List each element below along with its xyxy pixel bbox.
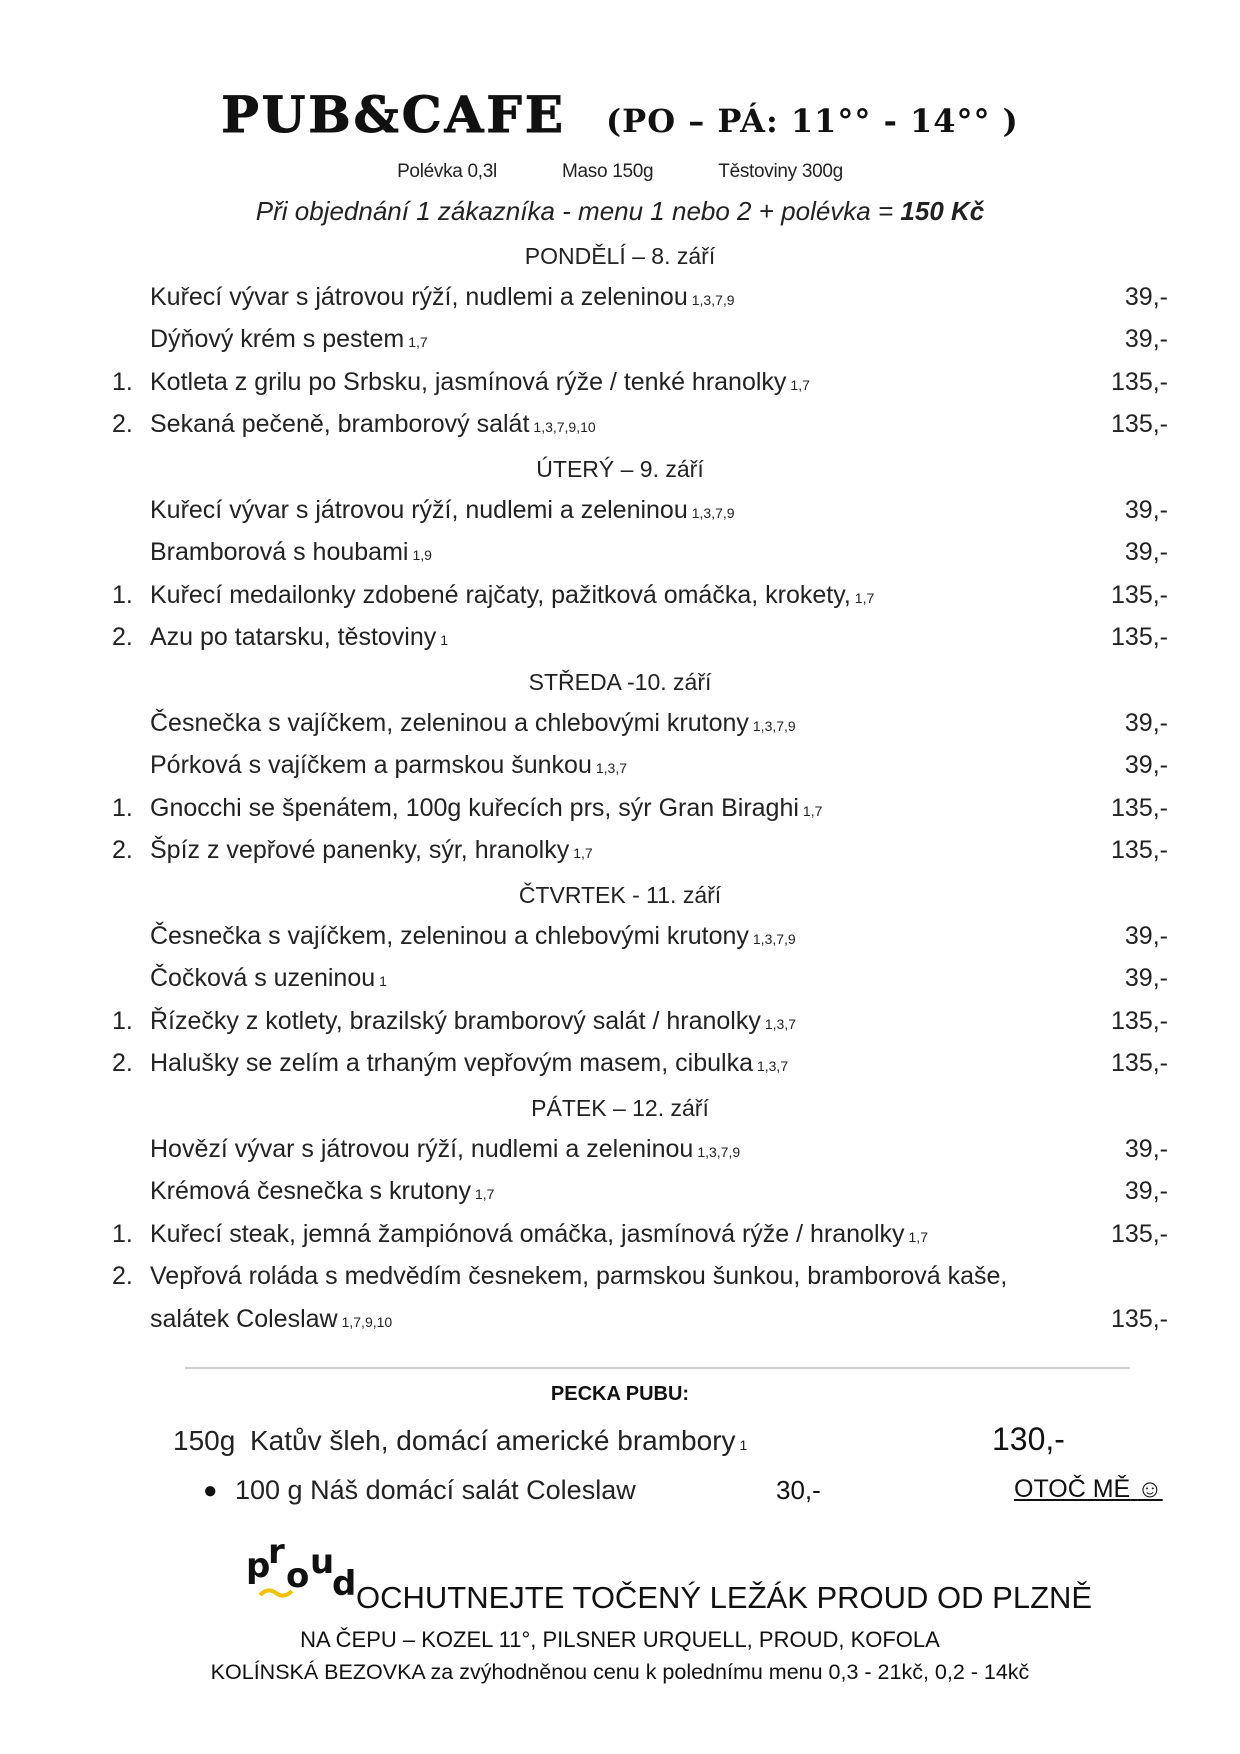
- svg-text:p: p: [246, 1546, 271, 1586]
- menu-number: 1.: [112, 793, 133, 822]
- pasta-portion: Těstoviny 300g: [718, 161, 843, 182]
- dish-line: [150, 794, 822, 823]
- dish-name: salátek Coleslaw: [150, 1305, 338, 1333]
- dish-line: [150, 1220, 928, 1249]
- beer-headline: OCHUTNEJTE TOČENÝ LEŽÁK PROUD OD PLZNĚ: [356, 1580, 1093, 1615]
- dish-line: [150, 581, 874, 610]
- dish-allergens: 1,9: [412, 547, 432, 564]
- side-price: 30,-: [776, 1475, 821, 1505]
- dish-allergens: 1,3,7,9,10: [533, 419, 596, 436]
- dish-name: Česnečka s vajíčkem, zeleninou a chlebovými krutony: [150, 921, 749, 950]
- menu-item: [0, 410, 1240, 444]
- dish-name: Kotleta z grilu po Srbsku, jasmínová rýže / tenké hranolky: [150, 367, 787, 396]
- dish-allergens: 1,7: [908, 1228, 928, 1245]
- bullet-icon: ●: [203, 1477, 218, 1504]
- day-heading: ČTVRTEK - 11. září: [518, 882, 722, 908]
- portion-sizes: [0, 161, 1240, 183]
- dish-allergens: 1,7: [573, 845, 593, 862]
- menu-number: 1.: [112, 1006, 133, 1035]
- menu-item: [0, 283, 1240, 317]
- svg-text:o: o: [286, 1556, 310, 1596]
- dish-line: [150, 751, 627, 780]
- dish-allergens: 1,7: [474, 1186, 495, 1203]
- page-title: PUB&CAFE: [221, 85, 567, 144]
- pecka-price: 130,-: [992, 1421, 1065, 1457]
- dish-name: Sekaná pečeně, bramborový salát: [150, 410, 530, 439]
- menu-item: [0, 496, 1240, 530]
- menu-item: [0, 922, 1240, 956]
- dish-price: 39,-: [1124, 495, 1168, 524]
- pecka-dish: [250, 1425, 747, 1457]
- dish-allergens: 1,3,7,9: [691, 291, 735, 308]
- meat-portion: Maso 150g: [561, 161, 654, 182]
- dish-line: [150, 836, 593, 865]
- dish-name: Pórková s vajíčkem a parmskou šunkou: [150, 751, 592, 780]
- menu-item: [0, 1220, 1240, 1254]
- dish-line: [150, 283, 735, 312]
- menu-number: 1.: [112, 580, 133, 609]
- turn-over-note: [1014, 1475, 1163, 1504]
- dish-name: Dýňový krém s pestem: [150, 325, 405, 354]
- day-heading: STŘEDA -10. září: [528, 669, 712, 695]
- menu-item: [0, 964, 1240, 998]
- dish-price: 135,-: [1111, 1219, 1168, 1248]
- dish-price: 135,-: [1111, 623, 1168, 652]
- menu-item: [0, 623, 1240, 657]
- dish-name: Kuřecí medailonky zdobené rajčaty, pažitková omáčka, krokety,: [150, 580, 851, 609]
- menu-offer: [0, 196, 1240, 227]
- dish-line: [150, 410, 596, 439]
- dish-allergens: 1,7,9,10: [341, 1314, 393, 1330]
- day-heading: ÚTERÝ – 9. září: [536, 456, 704, 482]
- menu-number: 1.: [112, 1219, 133, 1248]
- offer-text: Při objednání 1 zákazníka - menu 1 nebo 2 + polévka =: [255, 196, 901, 226]
- dish-allergens: 1,7: [854, 589, 875, 606]
- dish-name: Česnečka s vajíčkem, zeleninou a chlebovými krutony: [150, 708, 749, 737]
- menu-number: 2.: [112, 1049, 133, 1078]
- on-tap-list: NA ČEPU – KOZEL 11°, PILSNER URQUELL, PROUD, KOFOLA: [300, 1627, 940, 1652]
- dish-line: [150, 709, 796, 738]
- pecka-weight: 150g: [173, 1425, 236, 1456]
- divider: [185, 1367, 1130, 1369]
- dish-price: 135,-: [1111, 1305, 1168, 1333]
- dish-price: 135,-: [1111, 1006, 1168, 1035]
- dish-line: [150, 623, 448, 652]
- dish-line: [150, 1177, 494, 1206]
- offer-price: 150 Kč: [900, 196, 985, 226]
- dish-line: [150, 325, 428, 354]
- day-heading: PÁTEK – 12. září: [531, 1095, 709, 1121]
- dish-name: Hovězí vývar s játrovou rýží, nudlemi a zeleninou: [150, 1134, 694, 1163]
- side-dish: 100 g Náš domácí salát Coleslaw: [235, 1475, 636, 1505]
- dish-line: [150, 1049, 788, 1078]
- menu-item: [0, 1177, 1240, 1211]
- bezovka-offer: KOLÍNSKÁ BEZOVKA za zvýhodněnou cenu k polednímu menu 0,3 - 21kč, 0,2 - 14kč: [210, 1660, 1030, 1684]
- dish-line: [150, 1262, 1011, 1291]
- dish-allergens: 1,3,7,9: [697, 1143, 741, 1160]
- menu-item: [0, 581, 1240, 615]
- menu-item: [0, 325, 1240, 359]
- menu-item: [0, 1262, 1240, 1296]
- svg-text:d: d: [332, 1564, 356, 1603]
- dish-allergens: 1,3,7: [756, 1058, 789, 1075]
- turn-over-label: OTOČ MĚ: [1014, 1475, 1131, 1503]
- dish-line: [150, 922, 796, 951]
- pecka-title: PECKA PUBU:: [550, 1383, 690, 1405]
- menu-number: 2.: [112, 410, 133, 439]
- dish-price: 39,-: [1124, 1177, 1168, 1206]
- dish-name: Kuřecí vývar s játrovou rýží, nudlemi a zeleninou: [150, 495, 688, 524]
- menu-number: 2.: [112, 623, 133, 652]
- dish-line: [150, 538, 432, 567]
- dish-price: 39,-: [1124, 325, 1168, 354]
- dish-name: Gnocchi se špenátem, 100g kuřecích prs, sýr Gran Biraghi: [150, 793, 799, 822]
- dish-price: 135,-: [1111, 1049, 1168, 1078]
- dish-name: Krémová česnečka s krutony: [150, 1177, 471, 1206]
- dish-price: 39,-: [1124, 1134, 1168, 1163]
- opening-hours: (PO – PÁ: 11°° - 14°° ): [606, 102, 1019, 140]
- svg-text:r: r: [268, 1533, 285, 1572]
- dish-price: 39,-: [1124, 921, 1168, 950]
- menu-item: [0, 538, 1240, 572]
- dish-allergens: 1,7: [802, 802, 823, 819]
- pecka-allergens: 1: [739, 1437, 748, 1453]
- dish-price: 135,-: [1111, 793, 1168, 822]
- proud-logo: [246, 1533, 356, 1603]
- menu-item: [0, 1135, 1240, 1169]
- dish-allergens: 1,3,7: [764, 1015, 796, 1032]
- svg-text:u: u: [310, 1542, 335, 1582]
- menu-item: [0, 1049, 1240, 1083]
- dish-allergens: 1,3,7,9: [752, 930, 796, 947]
- menu-number: 1.: [112, 367, 133, 396]
- menu-item: [0, 836, 1240, 870]
- dish-line: [150, 496, 735, 525]
- dish-line: [150, 1007, 796, 1036]
- day-heading: PONDĚLÍ – 8. září: [524, 243, 716, 269]
- dish-price: 39,-: [1124, 538, 1168, 567]
- dish-price: 39,-: [1124, 751, 1168, 780]
- dish-allergens: 1,7: [408, 334, 428, 351]
- menu-item: [0, 1305, 1240, 1339]
- menu-item: [0, 794, 1240, 828]
- dish-name: Řízečky z kotlety, brazilský bramborový salát / hranolky: [150, 1006, 761, 1035]
- dish-allergens: 1,3,7,9: [691, 504, 735, 521]
- menu-header: [0, 85, 1240, 144]
- soup-portion: Polévka 0,3l: [397, 161, 497, 182]
- dish-line: [150, 1305, 392, 1334]
- dish-name: Vepřová roláda s medvědím česnekem, parmskou šunkou, bramborová kaše,: [150, 1262, 1008, 1291]
- dish-allergens: 1,7: [790, 376, 810, 393]
- dish-price: 135,-: [1111, 836, 1168, 865]
- menu-item: [0, 751, 1240, 785]
- dish-name: Čočková s uzeninou: [150, 964, 376, 993]
- dish-price: 39,-: [1124, 708, 1168, 737]
- menu-item: [0, 368, 1240, 402]
- dish-allergens: 1: [379, 973, 387, 990]
- pecka-name: Katův šleh, domácí americké brambory: [250, 1425, 736, 1456]
- dish-price: 135,-: [1111, 367, 1168, 396]
- dish-name: Špíz z vepřové panenky, sýr, hranolky: [150, 836, 570, 865]
- dish-name: Bramborová s houbami: [150, 538, 409, 567]
- dish-allergens: 1: [440, 632, 449, 649]
- dish-line: [150, 964, 387, 993]
- dish-allergens: 1,3,7: [595, 760, 627, 777]
- menu-item: [0, 1007, 1240, 1041]
- dish-line: [150, 1135, 740, 1164]
- dish-price: 39,-: [1124, 282, 1168, 311]
- dish-name: Kuřecí vývar s játrovou rýží, nudlemi a zeleninou: [150, 282, 688, 311]
- dish-allergens: 1,3,7,9: [752, 717, 796, 734]
- menu-number: 2.: [112, 1262, 133, 1291]
- smiley-icon: ☺: [1137, 1475, 1163, 1503]
- dish-name: Halušky se zelím a trhaným vepřovým masem, cibulka: [150, 1049, 753, 1078]
- dish-line: [150, 368, 810, 397]
- menu-item: [0, 709, 1240, 743]
- dish-price: 135,-: [1111, 410, 1168, 439]
- dish-name: Kuřecí steak, jemná žampiónová omáčka, jasmínová rýže / hranolky: [150, 1219, 905, 1248]
- dish-price: 39,-: [1124, 964, 1168, 993]
- menu-number: 2.: [112, 836, 133, 865]
- dish-price: 135,-: [1111, 580, 1168, 609]
- dish-name: Azu po tatarsku, těstoviny: [150, 623, 437, 652]
